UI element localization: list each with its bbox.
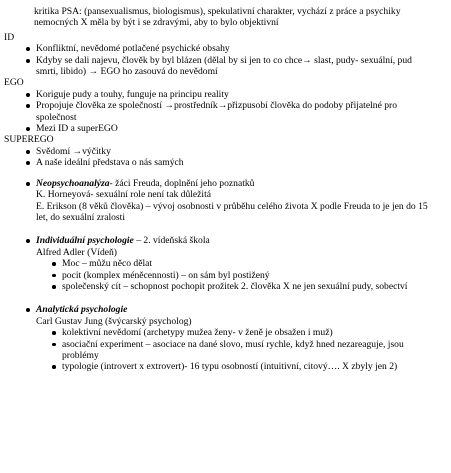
section-title: Analytická psychologie [36, 304, 128, 316]
psa-criticism-paragraph: kritika PSA: (pansexualismus, biologismus), spekulativní charakter, vychází z práce a psychiky nemocných X měla by být i se zdravými, aby to bylo objektivní [34, 6, 401, 29]
section-title: Individuální psychologie [36, 235, 134, 247]
section-bullet: kolektivní nevědomí (archetypy mužea ženy- v ženě je obsažen i muž) [50, 327, 440, 338]
ego-list [24, 89, 424, 135]
section-bullets [50, 327, 440, 373]
superego-item: A naše ideální představa o nás samých [24, 157, 424, 168]
id-list [24, 43, 424, 77]
schools-list [24, 178, 434, 373]
superego-list [24, 146, 424, 169]
section-title-suffix: - žáci Freuda, doplnění jeho poznatků [109, 177, 255, 189]
section-analytical-psychology [24, 304, 434, 372]
section-individual-psychology [24, 235, 434, 292]
ego-item: Koriguje pudy a touhy, funguje na principu reality [24, 89, 424, 100]
section-bullet: typologie (introvert x extrovert)- 16 typu osobností (intuitivní, citový…. X zbyly jen 2) [50, 361, 440, 372]
section-line: Alfred Adler (Vídeň) [36, 246, 117, 258]
ego-item: Mezi ID a superEGO [24, 123, 424, 134]
section-bullet: asociační experiment – asociace na dané slovo, musí rychle, když hned nezareaguje, jsou problémy [50, 339, 440, 362]
section-title-line [36, 304, 434, 315]
ego-item: Propojuje člověka ze společností →prostředník→přizpusobí člověka do podoby přijatelné pro společnost [24, 100, 424, 123]
id-heading: ID [4, 31, 15, 43]
id-item: Konfliktní, nevědomé potlačené psychické obsahy [24, 43, 424, 54]
section-title-suffix: – 2. vídeňská škola [133, 235, 210, 247]
section-bullet: společenský cít – schopnost pochopit prožitek 2. člověka X ne jen sexuální pudy, sobectví [50, 281, 440, 292]
superego-item: Svědomí →výčitky [24, 146, 424, 157]
ego-heading: EGO [4, 77, 24, 89]
section-title-line [36, 235, 434, 246]
id-item: Kdyby se dali najevu, člověk by byl blázen (dělal by si jen to co chce→ slast, pudy- sexuální, pud smrti, libido) → EGO ho zasouvá do nevědomí [24, 55, 424, 78]
section-title: Neopsychoanalýza [36, 177, 110, 189]
section-bullets [50, 258, 440, 292]
section-neopsychoanalysis [24, 178, 434, 224]
section-line: E. Erikson (8 věků člověka) – vývoj osobnosti v průběhu celého života X podle Freuda to je jen do 15 let, do sexuální zralosti [36, 200, 428, 223]
superego-heading: SUPEREGO [4, 134, 54, 146]
section-line: Carl Gustav Jung (švýcarský psycholog) [36, 315, 192, 327]
section-title-line [36, 178, 434, 189]
section-line: K. Horneyová- sexuální role není tak důležitá [36, 189, 212, 201]
section-bullet: pocit (komplex méněcennosti) – on sám byl postižený [50, 270, 440, 281]
section-bullet: Moc – můžu něco dělat [50, 258, 440, 269]
